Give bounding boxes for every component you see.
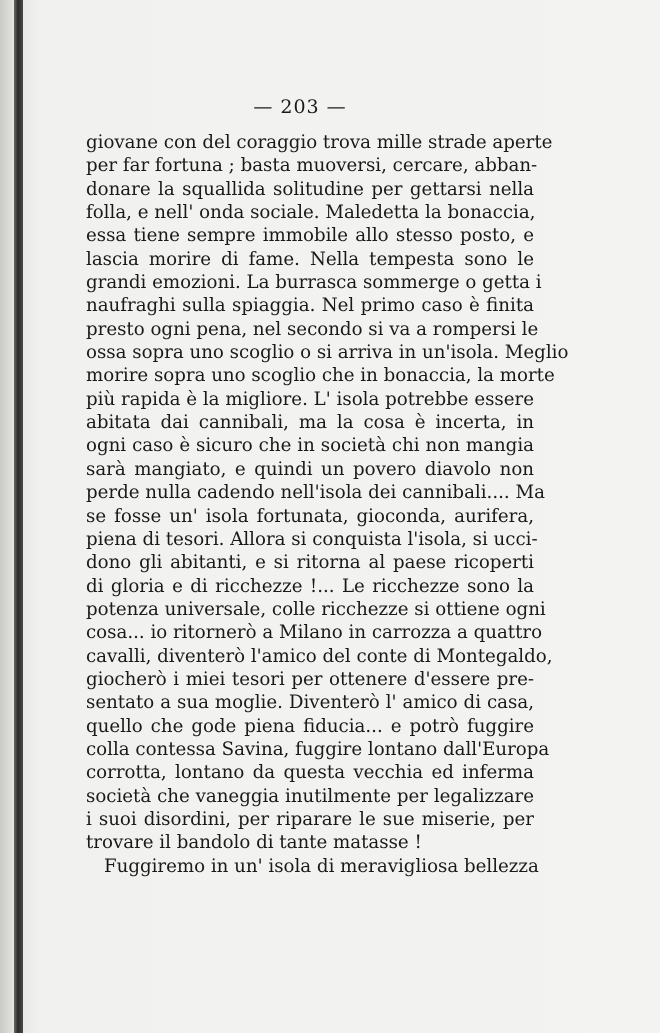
text-line: lascia morire di fame. Nella tempesta sono le xyxy=(86,248,534,270)
text-line: dono gli abitanti, e si ritorna al paese ricoperti xyxy=(86,552,534,574)
text-line: cosa... io ritornerò a Milano in carrozza a quattro xyxy=(86,622,543,644)
text-line: colla contessa Savina, fuggire lontano dall'Europa xyxy=(86,738,550,760)
text-line: di gloria e di ricchezze !... Le ricchezze sono la xyxy=(86,575,534,597)
text-line: ogni caso è sicuro che in società chi non mangia xyxy=(86,435,534,457)
text-line: per far fortuna ; basta muoversi, cercare, abban- xyxy=(86,155,538,177)
text-line: donare la squallida solitudine per gettarsi nella xyxy=(86,178,534,200)
text-line: giocherò i miei tesori per ottenere d'essere pre- xyxy=(86,668,534,690)
text-line: abitata dai cannibali, ma la cosa è incerta, in xyxy=(86,412,534,434)
text-line: giovane con del coraggio trova mille strade aperte xyxy=(86,132,553,153)
text-line: Fuggiremo in un' isola di meravigliosa bellezza xyxy=(104,855,539,877)
text-line: più rapida è la migliore. L' isola potrebbe essere xyxy=(86,388,534,410)
text-line: sarà mangiato, e quindi un povero diavolo non xyxy=(86,458,534,480)
text-line: perde nulla cadendo nell'isola dei cannibali.... Ma xyxy=(86,482,545,504)
text-line: se fosse un' isola fortunata, gioconda, aurifera, xyxy=(86,505,534,527)
text-line: quello che gode piena fiducia... e potrò fuggire xyxy=(86,715,534,737)
text-line: piena di tesori. Allora si conquista l'isola, si ucci- xyxy=(86,528,538,550)
text-line: corrotta, lontano da questa vecchia ed inferma xyxy=(86,762,534,784)
text-line: trovare il bandolo di tante matasse ! xyxy=(86,832,422,854)
text-line: essa tiene sempre immobile allo stesso posto, e xyxy=(86,225,534,247)
text-line: presto ogni pena, nel secondo si va a rompersi le xyxy=(86,318,539,340)
text-line: cavalli, diventerò l'amico del conte di Montegaldo, xyxy=(86,645,553,667)
text-line: folla, e nell' onda sociale. Maledetta la bonaccia, xyxy=(86,202,536,224)
text-line: società che vaneggia inutilmente per legalizzare xyxy=(86,785,534,807)
text-line: i suoi disordini, per riparare le sue miserie, per xyxy=(86,808,534,830)
page-binding-edge xyxy=(14,0,23,1033)
text-line: morire sopra uno scoglio che in bonaccia, la morte xyxy=(86,365,555,387)
page-number: — 203 — xyxy=(253,96,347,118)
text-line: sentato a sua moglie. Diventerò l' amico di casa, xyxy=(86,692,534,714)
body-text xyxy=(86,131,569,878)
text-line: ossa sopra uno scoglio o si arriva in un'isola. Meglio xyxy=(86,342,569,364)
text-line: potenza universale, colle ricchezze si ottiene ogni xyxy=(86,598,546,620)
text-line: naufraghi sulla spiaggia. Nel primo caso è finita xyxy=(86,295,534,317)
text-line: grandi emozioni. La burrasca sommerge o getta i xyxy=(86,272,542,294)
